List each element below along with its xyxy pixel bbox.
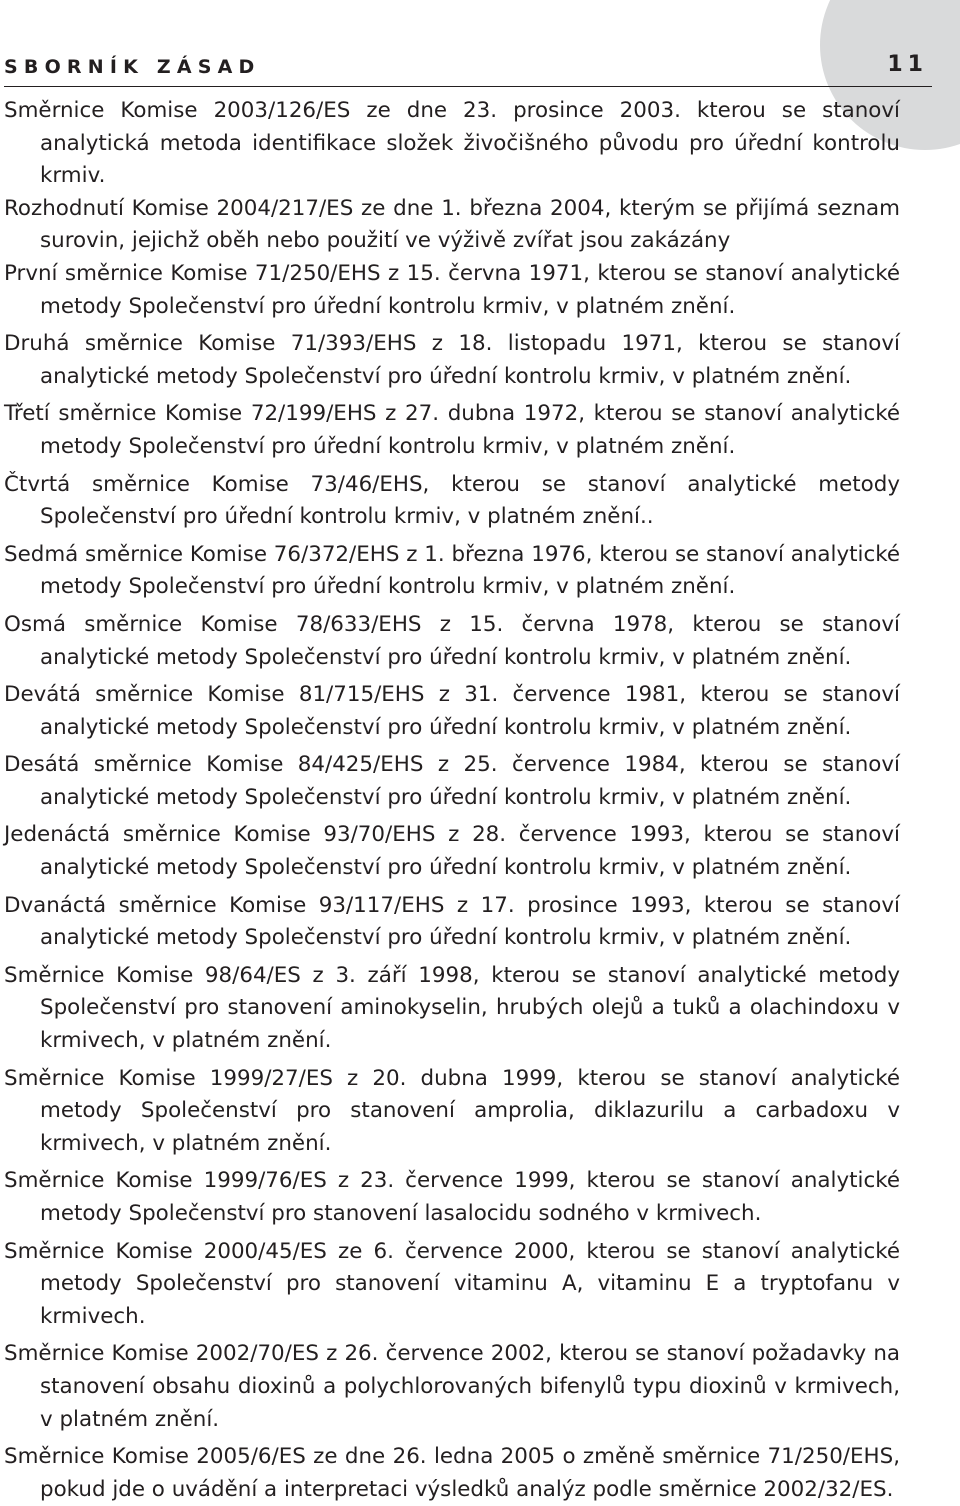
list-item: Rozhodnutí Komise 2004/217/ES ze dne 1. března 2004, kterým se přijímá seznam surovin, jejichž oběh nebo použití ve výživě zvířat jsou zakázány [4, 195, 900, 254]
list-item: Jedenáctá směrnice Komise 93/70/EHS z 28. července 1993, kterou se stanoví analytické metody Společenství pro úřední kontrolu krmiv, v platném znění. [4, 822, 900, 881]
list-item: Sedmá směrnice Komise 76/372/EHS z 1. března 1976, kterou se stanoví analytické metody Společenství pro úřední kontrolu krmiv, v platném znění. [4, 541, 900, 600]
list-item: Směrnice Komise 1999/76/ES z 23. července 1999, kterou se stanoví analytické metody Společenství pro stanovení lasalocidu sodného v krmivech. [4, 1168, 900, 1226]
list-item: Devátá směrnice Komise 81/715/EHS z 31. července 1981, kterou se stanoví analytické metody Společenství pro úřední kontrolu krmiv, v platném znění. [4, 682, 900, 740]
list-item: Směrnice Komise 2005/6/ES ze dne 26. ledna 2005 o změně směrnice 71/250/EHS, pokud jde o uvádění a interpretaci výsledků analýz podle směrnice 2002/32/ES. [4, 1444, 900, 1502]
list-item: Třetí směrnice Komise 72/199/EHS z 27. dubna 1972, kterou se stanoví analytické metody Společenství pro úřední kontrolu krmiv, v platném znění. [4, 401, 900, 459]
list-item: Čtvrtá směrnice Komise 73/46/EHS, kterou se stanoví analytické metody Společenství pro úřední kontrolu krmiv, v platném znění.. [4, 471, 900, 530]
list-item: Desátá směrnice Komise 84/425/EHS z 25. července 1984, kterou se stanoví analytické metody Společenství pro úřední kontrolu krmiv, v platném znění. [4, 752, 900, 810]
list-item: Směrnice Komise 2002/70/ES z 26. července 2002, kterou se stanoví požadavky na stanovení obsahu dioxinů a polychlorovaných bifenylů typu dioxinů v krmivech, v platném znění. [4, 1341, 900, 1432]
list-item: Směrnice Komise 2000/45/ES ze 6. července 2000, kterou se stanoví analytické metody Společenství pro stanovení vitaminu A, vitaminu E a tryptofanu v krmivech. [4, 1238, 900, 1329]
list-item: Směrnice Komise 98/64/ES z 3. září 1998, kterou se stanoví analytické metody Společenství pro stanovení aminokyselin, hrubých olejů a tuků a olachindoxu v krmivech, v platném znění. [4, 962, 900, 1054]
header-title: SBORNÍK ZÁSAD [4, 56, 261, 78]
list-item: Dvanáctá směrnice Komise 93/117/EHS z 17. prosince 1993, kterou se stanoví analytické metody Společenství pro úřední kontrolu krmiv, v platném znění. [4, 892, 900, 951]
list-item: Směrnice Komise 2003/126/ES ze dne 23. prosince 2003. kterou se stanoví analytická metoda identifikace složek živočišného původu pro úřední kontrolu krmiv. [4, 98, 900, 189]
list-item: První směrnice Komise 71/250/EHS z 15. června 1971, kterou se stanoví analytické metody Společenství pro úřední kontrolu krmiv, v platném znění. [4, 260, 900, 319]
list-item: Osmá směrnice Komise 78/633/EHS z 15. června 1978, kterou se stanoví analytické metody Společenství pro úřední kontrolu krmiv, v platném znění. [4, 611, 900, 670]
list-item: Druhá směrnice Komise 71/393/EHS z 18. listopadu 1971, kterou se stanoví analytické metody Společenství pro úřední kontrolu krmiv, v platném znění. [4, 331, 900, 389]
directive-list [4, 95, 900, 1506]
page-number: 11 [887, 52, 928, 77]
running-header [4, 52, 932, 87]
list-item: Směrnice Komise 1999/27/ES z 20. dubna 1999, kterou se stanoví analytické metody Společenství pro stanovení amprolia, diklazurilu a carbadoxu v krmivech, v platném znění. [4, 1065, 900, 1156]
